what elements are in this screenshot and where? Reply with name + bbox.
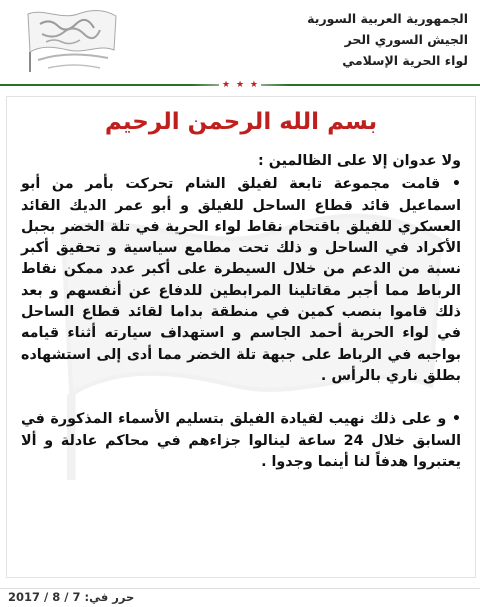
army-name: الجيش السوري الحر (344, 32, 468, 47)
brigade-name: لواء الحرية الإسلامي (342, 53, 468, 68)
paragraph-2: • و على ذلك نهيب لقيادة الفيلق بتسليم الأسماء المذكورة في السابق خلال 24 ساعة لينالوا جزاءهم في محاكم عادلة و ألا يعتبروا هدفاً لنا أينما وجدوا . (21, 411, 461, 470)
star-icon: ★ (235, 80, 245, 90)
star-icon: ★ (222, 80, 231, 90)
footer-line (0, 588, 480, 589)
intro-line: ولا عدوان إلا على الظالمين : (258, 153, 461, 169)
paragraph-1: • قامت مجموعة تابعة لفيلق الشام تحركت بأمر من أبو اسماعيل قائد قطاع الساحل للفيلق و أبو عمر الديك القائد العسكري للفيلق باقتحام نقاط لواء الحرية في تلة الخضر بجبل الأكراد في الساحل و ذلك تحت مطامع سياسية و تحقيق أكبر نسبة من الدعم من خلال السيطرة على أكبر عدد ممكن نقاط الرباط مما أجبر مقاتلينا المرابطين للدفاع عن أنفسهم و بعد ذلك قاموا بنصب كمين في منطقة بداما لقائد قطاع الساحل في لواء الحرية أحمد الجاسم و استهداف سيارته أثناء قيامه بواجبه في الرباط على جبهة تلة الخضر مما أدى إلى استشهاده بطلق ناري بالرأس . (21, 176, 461, 384)
basmala-heading: بسم الله الرحمن الرحيم (104, 109, 378, 135)
footer (0, 580, 480, 607)
divider-stars (219, 79, 261, 91)
statement-panel (6, 96, 476, 578)
issue-date: حرر في: 7 / 8 / 2017 (8, 590, 135, 604)
letterhead (0, 0, 480, 84)
header-divider (0, 80, 480, 90)
flag-emblem-icon (22, 6, 120, 76)
organization-lines (307, 8, 468, 71)
star-icon: ★ (249, 80, 258, 90)
country-name: الجمهورية العربية السورية (307, 11, 468, 26)
statement-body (21, 151, 461, 473)
